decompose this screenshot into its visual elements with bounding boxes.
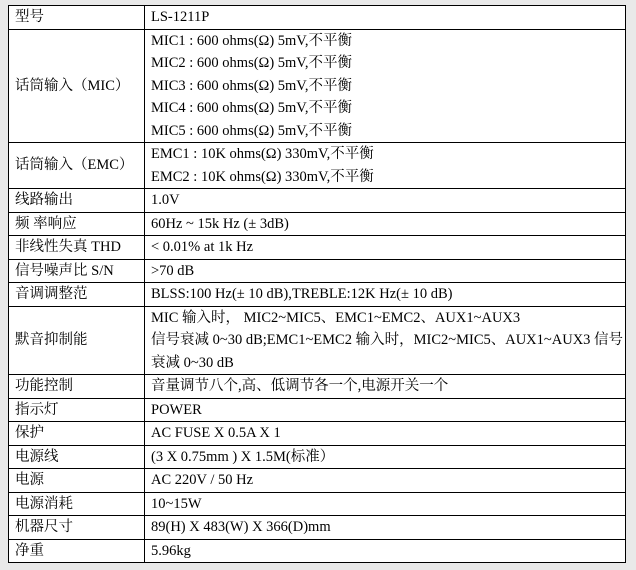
spec-value [145,283,626,307]
table-row [9,236,626,260]
spec-label: 话筒输入（MIC） [9,29,145,143]
spec-label: 电源 [9,469,145,493]
spec-label: 音调调整范 [9,283,145,307]
spec-table [8,5,626,563]
spec-value [145,143,626,189]
spec-value [145,516,626,540]
table-row [9,492,626,516]
spec-value [145,375,626,399]
spec-label: 功能控制 [9,375,145,399]
spec-label: 话筒输入（EMC） [9,143,145,189]
spec-label: 指示灯 [9,398,145,422]
table-row [9,375,626,399]
spec-value-line: 60Hz ~ 15k Hz (± 3dB) [151,215,289,232]
spec-value-line: MIC 输入时， MIC2~MIC5、EMC1~EMC2、AUX1~AUX3 [151,309,521,326]
spec-label: 频 率响应 [9,212,145,236]
spec-value-line: 信号衰减 0~30 dB;EMC1~EMC2 输入时，MIC2~MIC5、AUX1~AUX3 信号 [151,332,624,348]
spec-value-line: >70 dB [151,262,195,279]
spec-label: 保护 [9,422,145,446]
spec-value-line: LS-1211P [151,9,210,25]
spec-label: 机器尺寸 [9,516,145,540]
table-row [9,212,626,236]
spec-label: 型号 [9,6,145,30]
spec-value-line: 衰减 0~30 dB [151,354,234,371]
spec-value [145,539,626,563]
spec-value [145,6,626,30]
spec-value [145,306,626,375]
table-row [9,259,626,283]
table-row [9,539,626,563]
spec-value-line: < 0.01% at 1k Hz [151,239,254,255]
spec-value [145,445,626,469]
spec-value [145,212,626,236]
spec-table-body [9,6,626,563]
spec-value-line: MIC2 : 600 ohms(Ω) 5mV,不平衡 [151,55,353,71]
spec-label: 电源消耗 [9,492,145,516]
spec-label: 默音抑制能 [9,306,145,375]
spec-value-line: EMC2 : 10K ohms(Ω) 330mV,不平衡 [151,168,374,185]
spec-value-line: (3 X 0.75mm ) X 1.5M(标准） [151,448,335,465]
spec-value-line: MIC4 : 600 ohms(Ω) 5mV,不平衡 [151,100,353,116]
spec-value-line: EMC1 : 10K ohms(Ω) 330mV,不平衡 [151,146,374,162]
spec-label: 电源线 [9,445,145,469]
spec-value [145,469,626,493]
spec-value-line: 89(H) X 483(W) X 366(D)mm [151,519,331,535]
spec-label: 线路输出 [9,189,145,213]
table-row [9,469,626,493]
table-row [9,398,626,422]
table-row [9,516,626,540]
spec-value-line: MIC3 : 600 ohms(Ω) 5mV,不平衡 [151,77,353,94]
spec-value-line: POWER [151,401,202,418]
spec-value [145,422,626,446]
table-row [9,189,626,213]
table-row [9,422,626,446]
spec-value-line: 音量调节八个,高、低调节各一个,电源开关一个 [151,378,449,394]
spec-value [145,259,626,283]
spec-value [145,29,626,143]
spec-label: 非线性失真 THD [9,236,145,260]
table-row [9,29,626,143]
table-row [9,143,626,189]
spec-value-line: 10~15W [151,495,202,512]
table-row [9,445,626,469]
spec-value-line: AC 220V / 50 Hz [151,472,254,488]
table-row [9,306,626,375]
table-row [9,6,626,30]
spec-value-line: BLSS:100 Hz(± 10 dB),TREBLE:12K Hz(± 10 dB) [151,286,453,302]
spec-label: 信号噪声比 S/N [9,259,145,283]
spec-value-line: MIC5 : 600 ohms(Ω) 5mV,不平衡 [151,122,353,139]
spec-label: 净重 [9,539,145,563]
table-row [9,283,626,307]
spec-value-line: AC FUSE X 0.5A X 1 [151,425,281,441]
spec-value [145,189,626,213]
spec-value-line: MIC1 : 600 ohms(Ω) 5mV,不平衡 [151,32,353,49]
spec-value [145,492,626,516]
spec-value-line: 1.0V [151,192,180,208]
spec-value-line: 5.96kg [151,542,191,559]
spec-value [145,398,626,422]
spec-value [145,236,626,260]
